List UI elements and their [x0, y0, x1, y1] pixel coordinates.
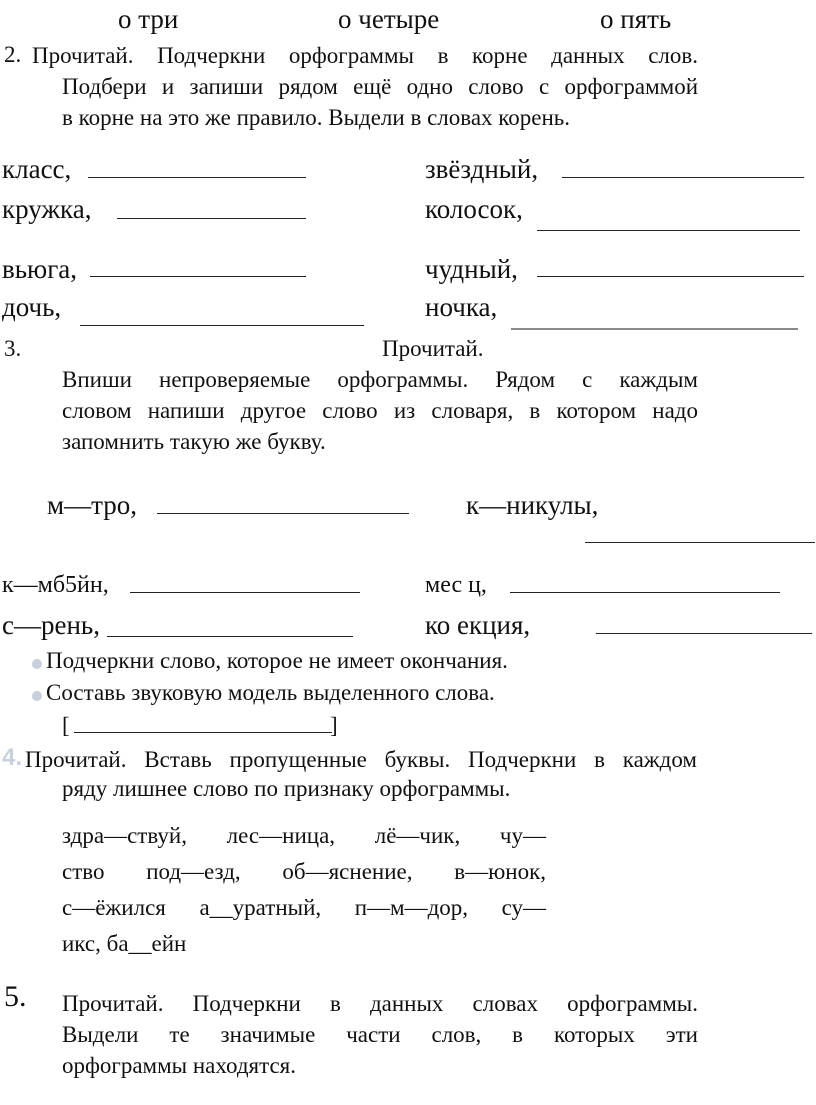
option-five: о пять	[600, 4, 672, 34]
option-four: о четыре	[338, 4, 440, 34]
answer-line[interactable]	[510, 592, 780, 593]
answer-line[interactable]	[596, 633, 812, 634]
word-kollektsiya: ко екция,	[425, 610, 531, 640]
task5-number: 5.	[4, 980, 27, 1013]
word-siren: с—рень,	[2, 610, 100, 640]
task5-line: Выдели те значимые части слов, в которых эти	[62, 1022, 698, 1047]
word-metro: м—тро,	[47, 490, 137, 520]
task3-line: словом напиши другое слово из словаря, в котором надо	[62, 398, 698, 423]
word-kolosok: колосок,	[425, 194, 523, 224]
task3-title: Прочитай.	[382, 336, 484, 361]
task4-word-line: с—ёжился а__уратный, п—м—дор, су—	[62, 895, 546, 920]
task2-text	[32, 40, 698, 71]
bullet-text: Составь звуковую модель выделенного слова.	[46, 680, 495, 705]
word-klass: класс,	[2, 154, 72, 184]
answer-line[interactable]	[107, 636, 353, 637]
task4-word-line: ство под—езд, об—яснение, в—юнок,	[62, 859, 546, 884]
sound-model-line[interactable]	[74, 732, 332, 733]
task2-line: в корне на это же правило. Выдели в словах корень.	[62, 105, 571, 130]
task2-line: Подбери и запиши рядом ещё одно слово с орфограммой	[62, 74, 698, 99]
word-vyuga: вьюга,	[2, 254, 78, 284]
task3-text	[62, 364, 698, 457]
answer-line[interactable]	[90, 276, 306, 277]
word-nochka: ночка,	[425, 292, 498, 322]
task5-line: Прочитай. Подчеркни в данных словах орфограммы.	[62, 991, 698, 1016]
answer-line[interactable]	[562, 177, 804, 178]
task4-number: 4.	[2, 744, 23, 771]
task2-line: Прочитай. Подчеркни орфограммы в корне данных слов.	[32, 43, 698, 68]
task2-text-cont	[62, 71, 698, 133]
task4-line: ряду лишнее слово по признаку орфограммы.	[62, 776, 511, 801]
bullet-icon	[32, 659, 42, 669]
task3-line: запомнить такую же букву.	[62, 429, 326, 454]
bracket-close: ]	[330, 713, 338, 738]
answer-line[interactable]	[157, 513, 409, 514]
word-kruzhka: кружка,	[2, 194, 92, 224]
answer-line[interactable]	[511, 328, 798, 330]
word-mesyats: мес ц,	[425, 572, 487, 598]
word-chudny: чудный,	[425, 254, 518, 284]
task2-number: 2.	[4, 42, 22, 67]
task4-text	[25, 744, 697, 775]
word-kombain: к—мб5йн,	[2, 572, 109, 598]
task3-number: 3.	[4, 336, 22, 361]
task5-text	[62, 988, 698, 1081]
answer-line[interactable]	[117, 218, 306, 219]
answer-line[interactable]	[88, 177, 306, 178]
task5-line: орфограммы находятся.	[62, 1053, 296, 1078]
bullet-icon	[32, 691, 42, 701]
answer-line[interactable]	[80, 325, 364, 326]
answer-line[interactable]	[585, 542, 815, 543]
word-zvyozdny: звёздный,	[425, 154, 539, 184]
answer-line[interactable]	[537, 230, 800, 231]
bullet-text: Подчеркни слово, которое не имеет окончания.	[46, 648, 508, 673]
option-three: о три	[118, 4, 179, 34]
task4-word-line: здра—ствуй, лес—ница, лё—чик, чу—	[62, 823, 546, 848]
answer-line[interactable]	[537, 276, 804, 277]
word-doch: дочь,	[2, 292, 62, 322]
answer-line[interactable]	[130, 592, 360, 593]
task3-line: Впиши непроверяемые орфограммы. Рядом с каждым	[62, 367, 698, 392]
task4-word-line: икс, ба__ейн	[62, 931, 187, 956]
bracket-open: [	[62, 713, 70, 738]
task4-line: Прочитай. Вставь пропущенные буквы. Подчеркни в каждом	[25, 747, 697, 772]
task4-words	[62, 818, 546, 962]
word-kanikuly: к—никулы,	[466, 490, 599, 520]
